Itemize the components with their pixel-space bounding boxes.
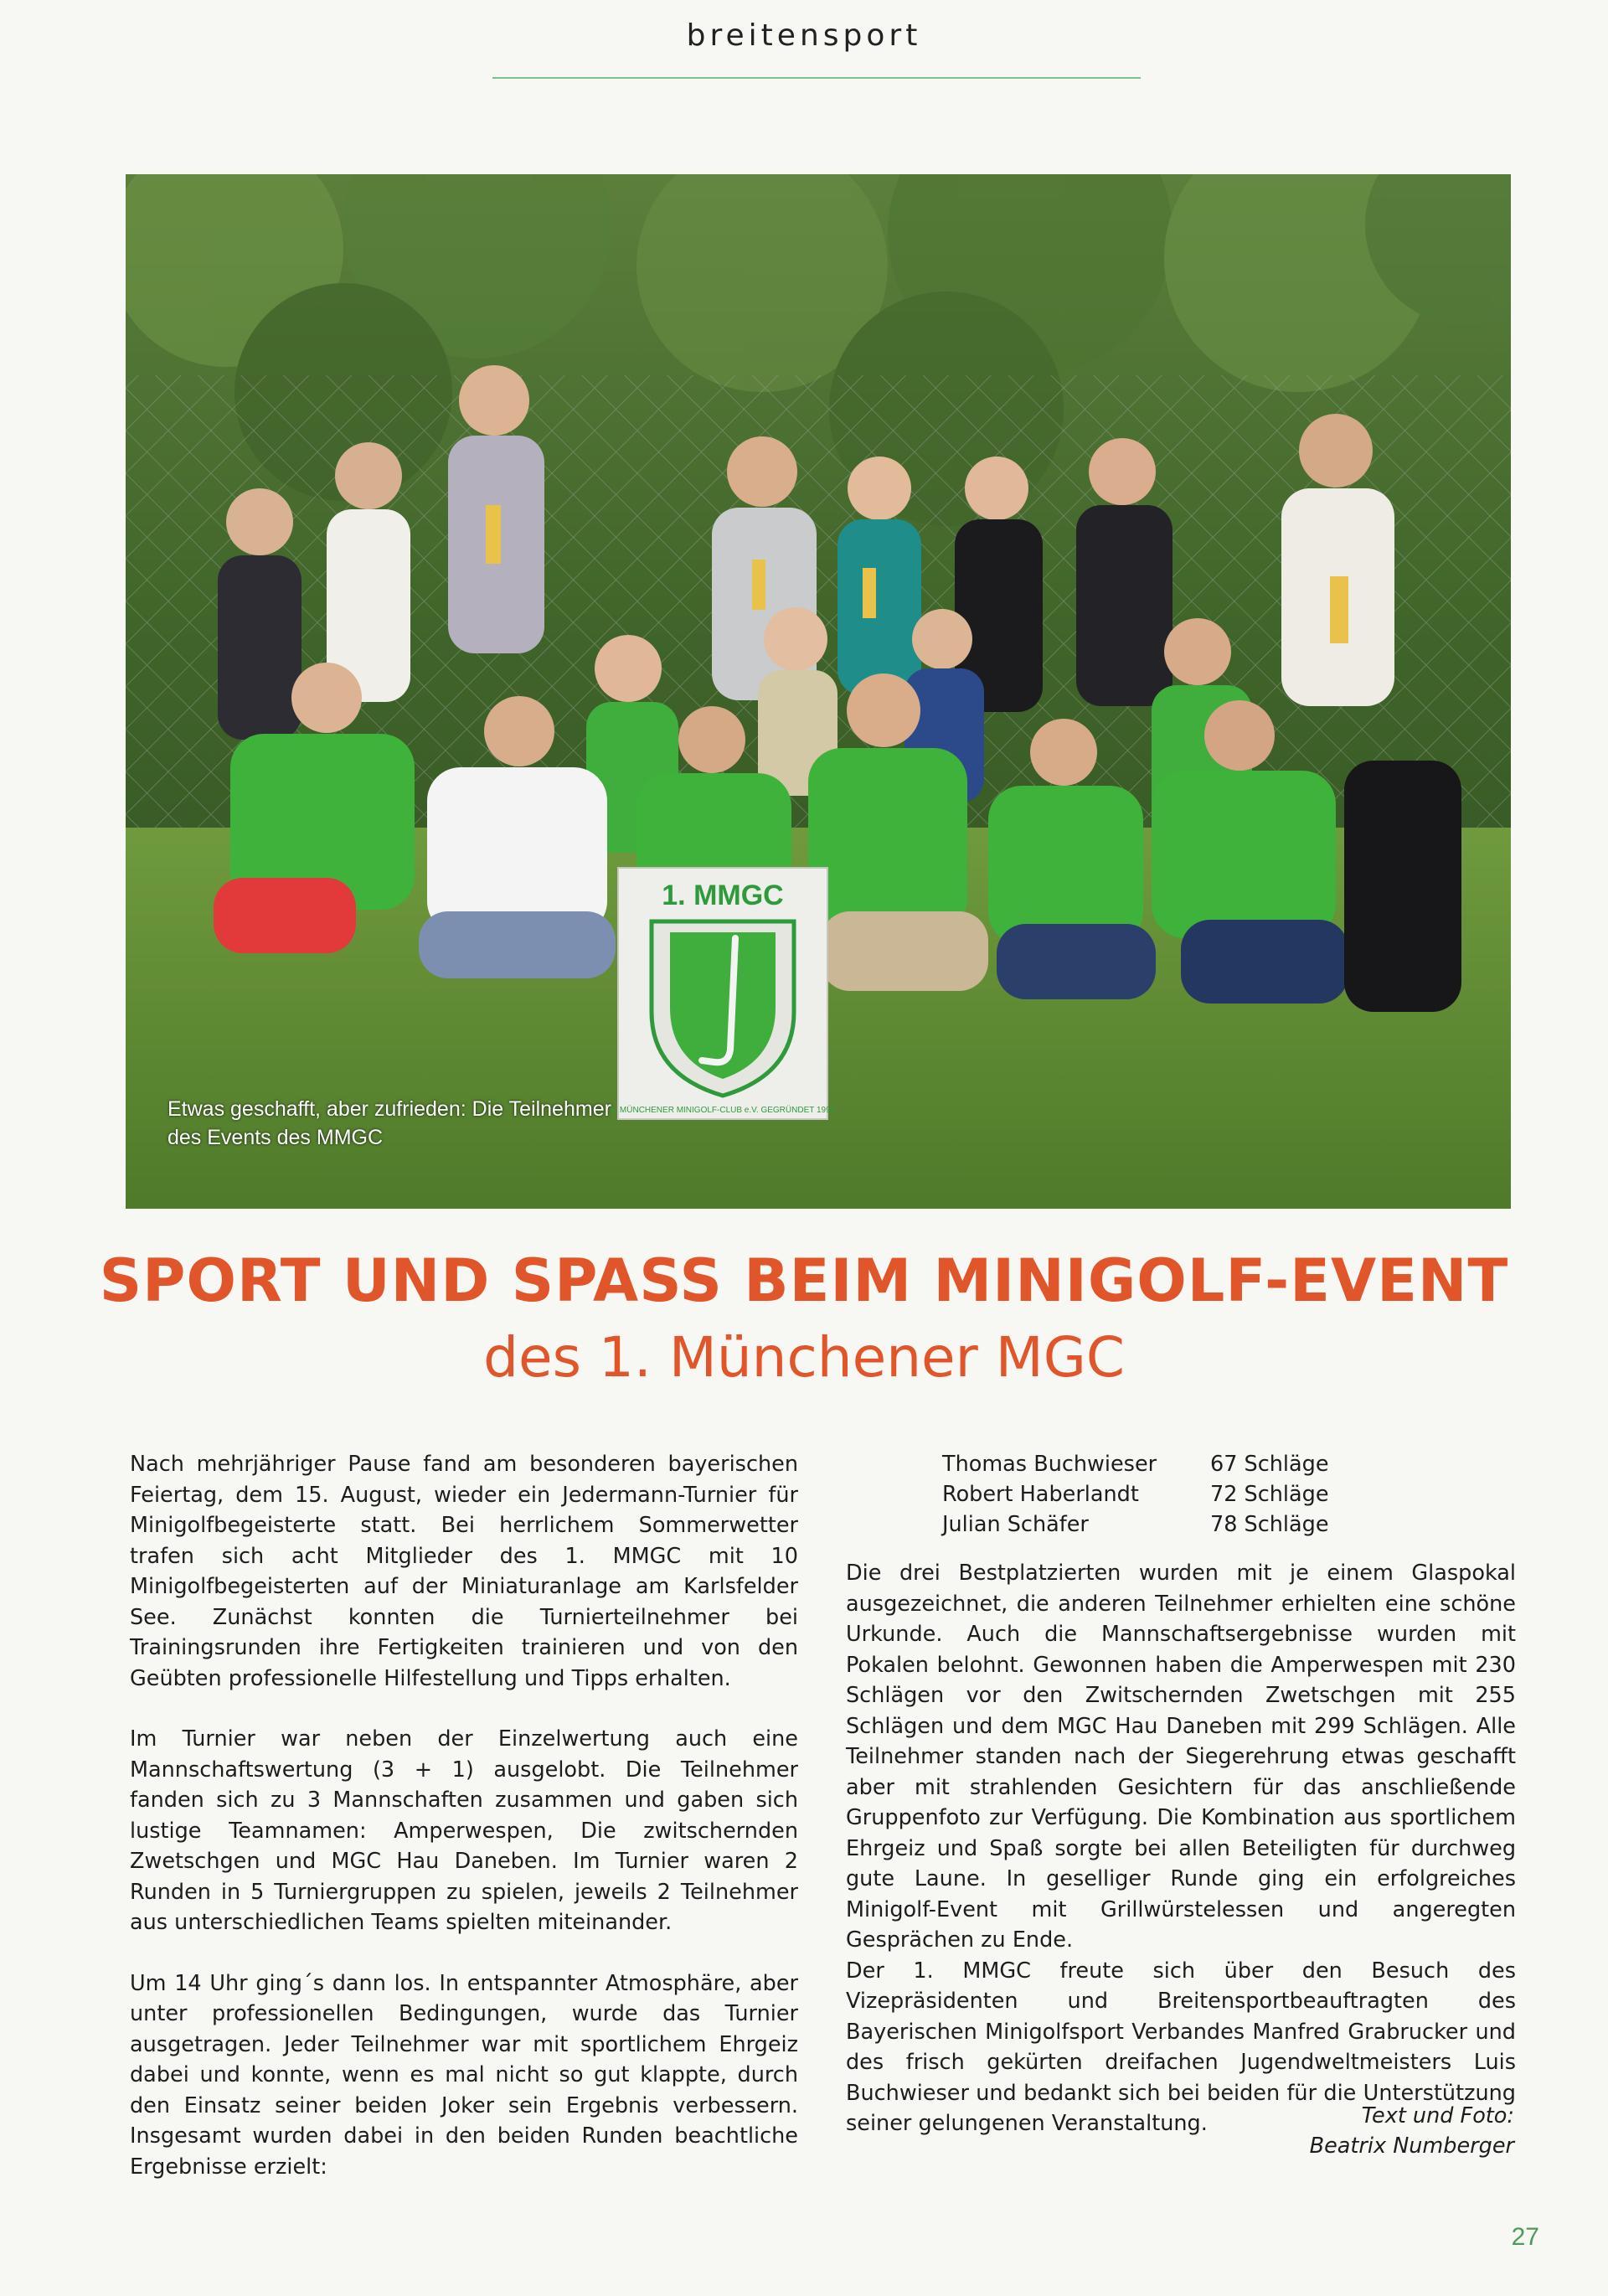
paragraph: Die drei Bestplatzierten wurden mit je einem Glaspokal ausgezeichnet, die anderen Teilnehmer erhielten eine schöne Urkunde. Auch die Mannschaftsergebnisse wurden mit Pokalen belohnt. Gewonnen haben die Amperwespen mit 230 Schlägen vor den Zwitschernden Zwetschgen mit 255 Schlägen und dem MGC Hau Daneben mit 299 Schlägen. Alle Teilnehmer standen nach der Siegerehrung etwas geschafft aber mit strahlenden Gesichtern für das anschließende Gruppenfoto zur Verfügung. Die Kombination aus sportlichem Ehrgeiz und Spaß sorgte bei allen Beteiligten für durchweg gute Laune. In geselliger Runde ging ein erfolgreiches Minigolf-Event mit Grillwürstelessen und angeregten Gesprächen zu Ende. — [846, 1561, 1516, 1953]
paragraph: Um 14 Uhr ging´s dann los. In entspannter Atmosphäre, aber unter professionellen Bedingungen, wurde das Turnier ausgetragen. Jeder Teilnehmer war mit sportlichem Ehrgeiz dabei und konnte, wenn es mal nicht so gut klappte, durch den Einsatz seiner beiden Joker sein Ergebnis verbessern. Insgesamt wurden dabei in den beiden Runden beachtliche Ergebnisse erzielt: — [130, 1970, 798, 2180]
page-number: 27 — [1511, 2223, 1539, 2251]
results-table — [846, 1449, 1516, 1540]
player-score: 67 Schläge — [1210, 1452, 1329, 1477]
paragraph: Nach mehrjähriger Pause fand am besonderen bayerischen Feiertag, dem 15. August, wieder ein Jedermann-Turnier für Minigolfbegeisterte statt. Bei herrlichem Sommerwetter trafen sich acht Mitglieder des 1. MMGC mit 10 Minigolfbegeisterten auf der Miniaturanlage am Karlsfelder See. Zunächst konnten die Turnierteilnehmer bei Trainingsrunden ihre Fertigkeiten trainieren und von den Geübten professionelle Hilfestellung und Tipps erhalten. — [130, 1452, 798, 1691]
credit-author: Beatrix Numberger — [1309, 2133, 1514, 2159]
table-row — [846, 1479, 1516, 1509]
paragraph: Der 1. MMGC freute sich über den Besuch des Vizepräsidenten und Breitensportbeauftragten des Bayerischen Minigolfsport Verbandes Manfred Grabrucker und des frisch gekürten dreifachen Jugendweltmeisters Luis Buchwieser und bedankt sich bei beiden für die Unterstützung seiner gelungenen Veranstaltung. — [846, 1958, 1516, 2136]
player-name: Robert Haberlandt — [942, 1482, 1139, 1507]
section-divider — [492, 77, 1141, 79]
section-label: breitensport — [686, 18, 922, 53]
player-name: Thomas Buchwieser — [942, 1452, 1157, 1477]
sign-ring-text: 1. MÜNCHENER MINIGOLF-CLUB e.V. GEGRÜNDET 1992 — [610, 1106, 836, 1115]
player-name: Julian Schäfer — [942, 1512, 1089, 1537]
group-photo-illustration — [126, 174, 1511, 1209]
paragraph: Im Turnier war neben der Einzelwertung auch eine Mannschaftswertung (3 + 1) ausgelobt. Die Teilnehmer fanden sich zu 3 Mannschaften zusammen und gaben sich lustige Teamnamen: Amperwespen, Die zwitschernden Zwetschgen und MGC Hau Daneben. Im Turnier waren 2 Runden in 5 Turniergruppen zu spielen, jeweils 2 Teilnehmer aus unterschiedlichen Teams spielten miteinander. — [130, 1726, 798, 1935]
article-right-column — [846, 1449, 1516, 2139]
sign-title: 1. MMGC — [662, 880, 784, 911]
group-photo — [126, 174, 1511, 1209]
credit-label: Text und Foto: — [1361, 2103, 1514, 2128]
player-score: 72 Schläge — [1210, 1482, 1329, 1507]
article-left-column — [130, 1449, 798, 2182]
author-credit — [1310, 2101, 1514, 2161]
photo-caption: Etwas geschafft, aber zufrieden: Die Teilnehmer des Events des MMGC — [168, 1097, 611, 1149]
article-title: SPORT UND SPASS BEIM MINIGOLF-EVENT — [99, 1246, 1509, 1315]
player-score: 78 Schläge — [1210, 1512, 1329, 1537]
article-subtitle: des 1. Münchener MGC — [483, 1325, 1125, 1390]
table-row — [846, 1509, 1516, 1540]
club-sign — [611, 868, 836, 1119]
table-row — [846, 1449, 1516, 1479]
